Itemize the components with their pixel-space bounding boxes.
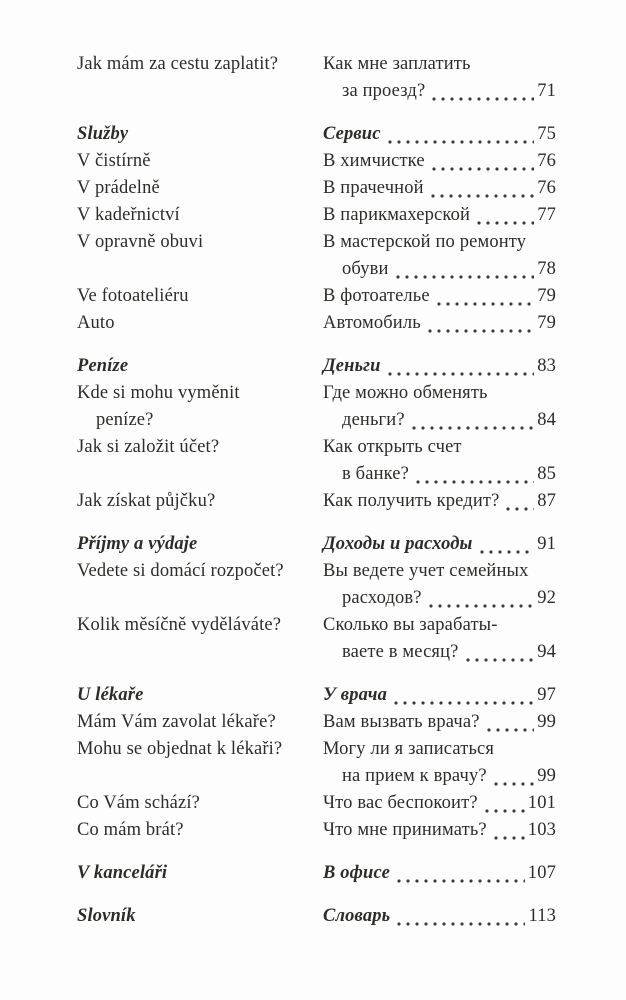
dot-leader [494, 835, 525, 841]
russian-column-cell [323, 817, 556, 844]
table-of-contents [77, 51, 556, 930]
czech-line: V kadeřnictví [77, 205, 180, 225]
czech-line: Mohu se objednat k lékaři? [77, 739, 283, 759]
russian-column-cell [323, 121, 556, 148]
russian-text: деньги? [342, 410, 405, 430]
russian-text: Автомобиль [323, 313, 421, 333]
russian-column-cell [323, 488, 556, 515]
czech-column-cell [77, 612, 323, 666]
russian-text: В фотоателье [323, 286, 430, 306]
page-number: 99 [537, 766, 556, 786]
toc-entry-row [77, 488, 556, 515]
russian-line [323, 51, 556, 78]
toc-section-row [77, 860, 556, 887]
dot-leader [388, 139, 535, 145]
russian-line [323, 585, 556, 612]
russian-line [323, 121, 556, 148]
dot-leader [437, 301, 534, 307]
russian-column-cell [323, 682, 556, 709]
russian-column-cell [323, 148, 556, 175]
page-number: 83 [537, 356, 556, 376]
russian-line [323, 903, 556, 930]
russian-line [323, 283, 556, 310]
dot-leader [431, 193, 535, 199]
page-number: 71 [537, 81, 556, 101]
russian-line [323, 763, 556, 790]
russian-line [323, 353, 556, 380]
russian-line [323, 175, 556, 202]
russian-line [323, 380, 556, 407]
dot-leader [480, 549, 535, 555]
czech-line: Auto [77, 313, 115, 333]
dot-leader [412, 425, 534, 431]
russian-text: В химчистке [323, 151, 425, 171]
toc-entry-row [77, 202, 556, 229]
russian-text: Словарь [323, 906, 391, 926]
dot-leader [487, 727, 535, 733]
russian-line [323, 78, 556, 105]
toc-entry-row [77, 790, 556, 817]
czech-line: Ve fotoateliéru [77, 286, 189, 306]
dot-leader [397, 921, 525, 927]
russian-text: Как мне заплатить [323, 54, 471, 74]
czech-line: Příjmy a výdaje [77, 534, 198, 554]
czech-column-cell [77, 736, 323, 790]
russian-line [323, 709, 556, 736]
russian-column-cell [323, 229, 556, 283]
russian-text: Как открыть счет [323, 437, 462, 457]
toc-entry-row [77, 817, 556, 844]
czech-column-cell [77, 148, 323, 175]
russian-column-cell [323, 310, 556, 337]
russian-text: Как получить кредит? [323, 491, 500, 511]
toc-entry-row [77, 310, 556, 337]
russian-text: расходов? [342, 588, 422, 608]
russian-column-cell [323, 736, 556, 790]
dot-leader [466, 657, 535, 663]
page-number: 77 [537, 205, 556, 225]
russian-line [323, 817, 556, 844]
czech-line: Co mám brát? [77, 820, 184, 840]
russian-text: В прачечной [323, 178, 424, 198]
page-number: 101 [527, 793, 556, 813]
czech-column-cell [77, 121, 323, 148]
russian-text: Могу ли я записаться [323, 739, 495, 759]
page-number: 97 [537, 685, 556, 705]
russian-line [323, 202, 556, 229]
dot-leader [396, 274, 535, 280]
page-number: 92 [537, 588, 556, 608]
page-number: 79 [537, 286, 556, 306]
czech-column-cell [77, 531, 323, 558]
czech-column-cell [77, 175, 323, 202]
page-number: 79 [537, 313, 556, 333]
toc-entry-row [77, 229, 556, 283]
russian-text: Что мне принимать? [323, 820, 487, 840]
russian-line [323, 612, 556, 639]
russian-text: В парикмахерской [323, 205, 471, 225]
russian-column-cell [323, 434, 556, 488]
page-number: 76 [537, 178, 556, 198]
russian-text: Что вас беспокоит? [323, 793, 478, 813]
russian-line [323, 461, 556, 488]
toc-section-row [77, 682, 556, 709]
czech-line: V opravně obuvi [77, 232, 204, 252]
dot-leader [397, 878, 525, 884]
czech-line: V kanceláři [77, 863, 168, 883]
russian-text: ваете в месяц? [342, 642, 459, 662]
dot-leader [416, 479, 534, 485]
czech-column-cell [77, 558, 323, 612]
czech-column-cell [77, 229, 323, 283]
czech-column-cell [77, 817, 323, 844]
page-number: 99 [537, 712, 556, 732]
czech-column-cell [77, 790, 323, 817]
page-number: 103 [527, 820, 556, 840]
toc-entry-row [77, 380, 556, 434]
russian-text: В мастерской по ремонту [323, 232, 527, 252]
russian-line [323, 860, 556, 887]
russian-column-cell [323, 283, 556, 310]
russian-line [323, 682, 556, 709]
russian-column-cell [323, 860, 556, 887]
czech-line: U lékaře [77, 685, 144, 705]
toc-entry-row [77, 736, 556, 790]
russian-line [323, 407, 556, 434]
czech-column-cell [77, 380, 323, 434]
dot-leader [388, 371, 535, 377]
russian-line [323, 558, 556, 585]
russian-line [323, 736, 556, 763]
toc-entry-row [77, 612, 556, 666]
czech-line: Slovník [77, 906, 136, 926]
czech-column-cell [77, 488, 323, 515]
russian-column-cell [323, 558, 556, 612]
czech-column-cell [77, 860, 323, 887]
toc-section-row [77, 121, 556, 148]
russian-text: Доходы и расходы [323, 534, 473, 554]
dot-leader [428, 328, 534, 334]
russian-text: Сервис [323, 124, 381, 144]
russian-column-cell [323, 790, 556, 817]
russian-text: Деньги [323, 356, 381, 376]
czech-line: Kolik měsíčně vyděláváte? [77, 615, 282, 635]
page-number: 75 [537, 124, 556, 144]
toc-entry-row [77, 283, 556, 310]
dot-leader [494, 781, 534, 787]
page-number: 87 [537, 491, 556, 511]
russian-text: за проезд? [342, 81, 426, 101]
dot-leader [432, 166, 534, 172]
page-number: 76 [537, 151, 556, 171]
czech-line: Co Vám schází? [77, 793, 201, 813]
russian-column-cell [323, 903, 556, 930]
russian-column-cell [323, 531, 556, 558]
toc-entry-row [77, 709, 556, 736]
russian-column-cell [323, 380, 556, 434]
russian-line [323, 434, 556, 461]
czech-column-cell [77, 283, 323, 310]
russian-text: Где можно обменять [323, 383, 488, 403]
russian-line [323, 229, 556, 256]
russian-column-cell [323, 353, 556, 380]
russian-column-cell [323, 175, 556, 202]
page-number: 85 [537, 464, 556, 484]
czech-column-cell [77, 202, 323, 229]
czech-line: V čistírně [77, 151, 151, 171]
czech-column-cell [77, 682, 323, 709]
russian-text: Сколько вы зарабаты- [323, 615, 498, 635]
czech-column-cell [77, 434, 323, 488]
dot-leader [429, 603, 535, 609]
page-number: 113 [528, 906, 556, 926]
czech-column-cell [77, 709, 323, 736]
russian-line [323, 531, 556, 558]
russian-text: У врача [323, 685, 388, 705]
czech-line: peníze? [96, 410, 154, 430]
russian-column-cell [323, 612, 556, 666]
dot-leader [394, 700, 534, 706]
page-number: 78 [537, 259, 556, 279]
czech-line: Mám Vám zavolat lékaře? [77, 712, 276, 732]
czech-line: Vedete si domácí rozpočet? [77, 561, 284, 581]
dot-leader [485, 808, 525, 814]
russian-column-cell [323, 202, 556, 229]
dot-leader [506, 506, 534, 512]
toc-entry-row [77, 434, 556, 488]
page-number: 107 [527, 863, 556, 883]
toc-entry-row [77, 558, 556, 612]
russian-column-cell [323, 709, 556, 736]
russian-text: Вам вызвать врача? [323, 712, 480, 732]
russian-column-cell [323, 51, 556, 105]
page-number: 94 [537, 642, 556, 662]
russian-text: Вы ведете учет семейных [323, 561, 529, 581]
dot-leader [432, 96, 534, 102]
russian-line [323, 256, 556, 283]
page-number: 91 [537, 534, 556, 554]
russian-text: обуви [342, 259, 389, 279]
czech-column-cell [77, 310, 323, 337]
czech-column-cell [77, 51, 323, 105]
toc-entry-row [77, 148, 556, 175]
toc-section-row [77, 903, 556, 930]
russian-text: В офисе [323, 863, 390, 883]
russian-text: на прием к врачу? [342, 766, 487, 786]
toc-entry-row [77, 175, 556, 202]
toc-section-row [77, 531, 556, 558]
czech-line: Peníze [77, 356, 129, 376]
czech-line: V prádelně [77, 178, 160, 198]
russian-line [323, 639, 556, 666]
russian-text: в банке? [342, 464, 410, 484]
czech-line: Kde si mohu vyměnit [77, 383, 240, 403]
russian-line [323, 790, 556, 817]
czech-line: Jak mám za cestu zaplatit? [77, 54, 279, 74]
russian-line [323, 488, 556, 515]
czech-column-cell [77, 353, 323, 380]
czech-column-cell [77, 903, 323, 930]
toc-entry-row [77, 51, 556, 105]
toc-section-row [77, 353, 556, 380]
russian-line [323, 310, 556, 337]
dot-leader [477, 220, 534, 226]
czech-line: Jak si založit účet? [77, 437, 220, 457]
russian-line [323, 148, 556, 175]
page-number: 84 [537, 410, 556, 430]
czech-line: Jak získat půjčku? [77, 491, 216, 511]
czech-line: Služby [77, 124, 129, 144]
